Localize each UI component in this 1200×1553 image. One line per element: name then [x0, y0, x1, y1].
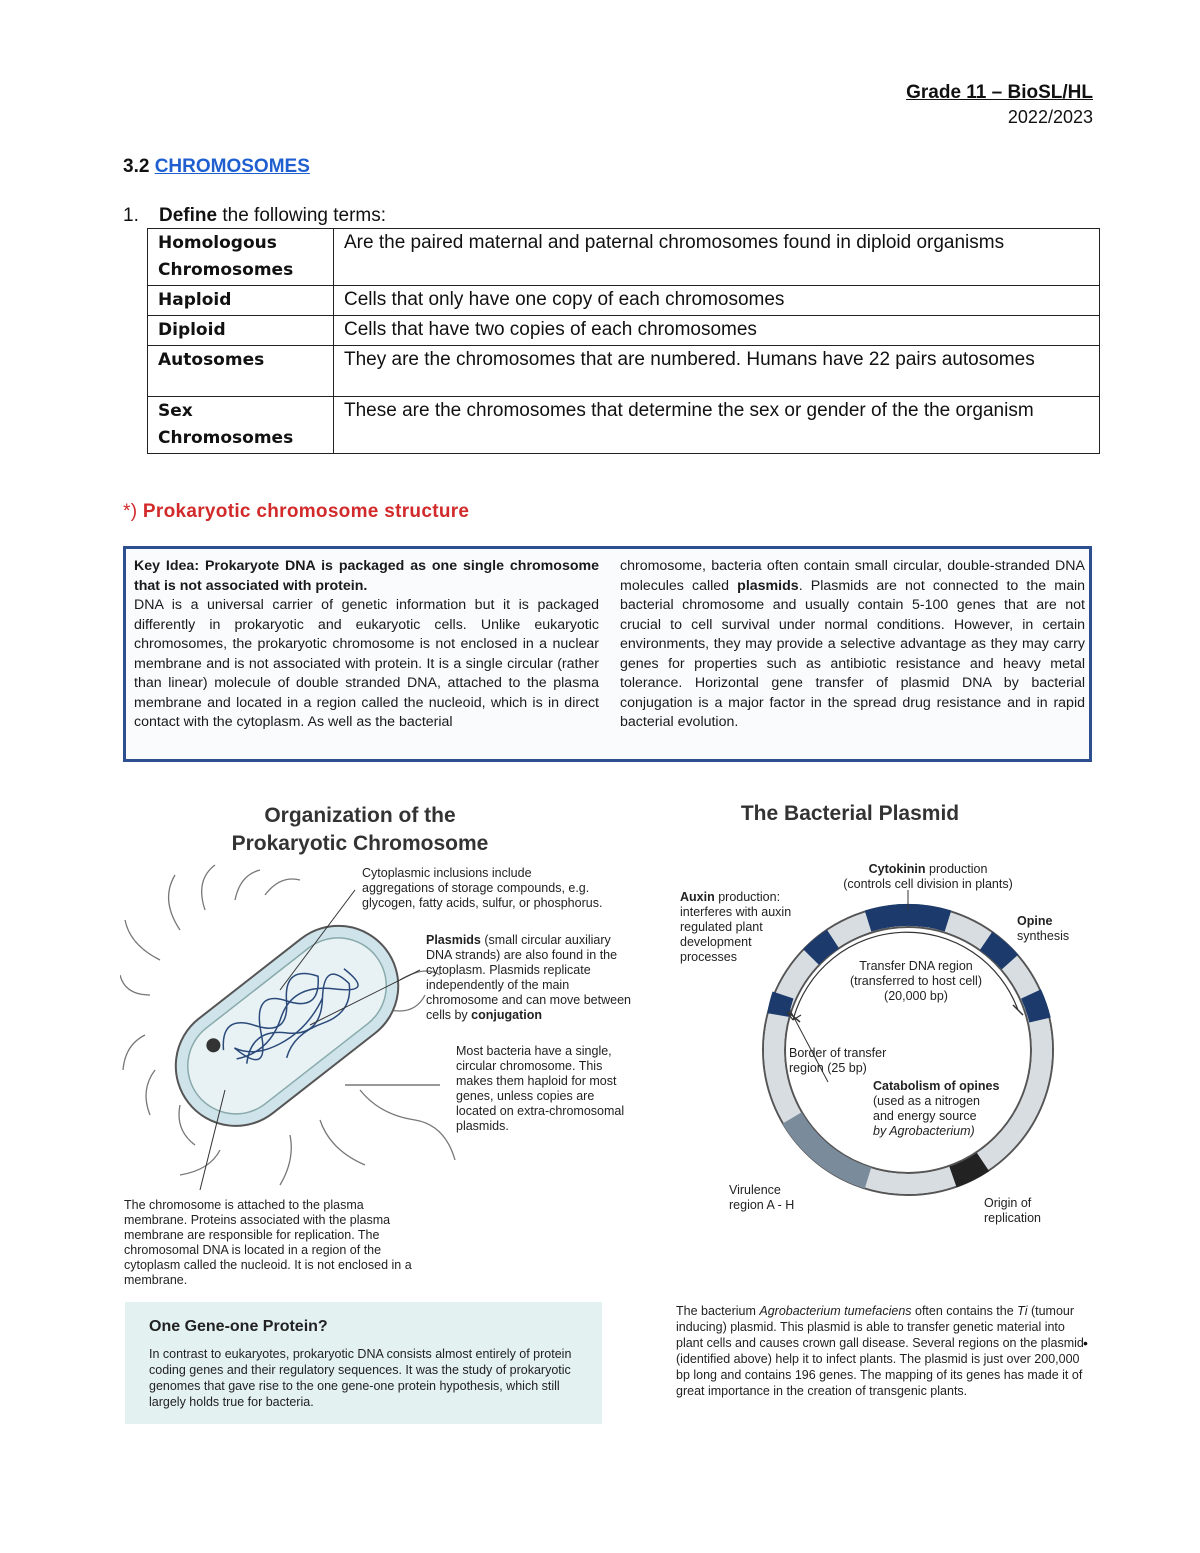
- tdna-label: [826, 959, 1006, 1004]
- org-title-line-2: Prokaryotic Chromosome: [231, 832, 489, 855]
- heading-text: Prokaryotic chromosome structure: [142, 501, 470, 522]
- opine-bold: Opine: [1017, 914, 1053, 928]
- agrobacterium-note: [676, 1303, 1086, 1399]
- tdna-line-2: (transferred to host cell): [850, 974, 982, 988]
- plasmids-bold: Plasmids: [426, 933, 481, 947]
- catabolism-label: [873, 1079, 1023, 1139]
- note-single-chromosome: Most bacteria have a single, circular chromosome. This makes them haploid for most genes, unless copies are located on extra-chromosomal plasmids.: [456, 1044, 625, 1133]
- prokaryotic-heading: [123, 501, 469, 523]
- agro-ti: Ti: [1017, 1304, 1028, 1318]
- heading-marker: *): [123, 501, 138, 522]
- catab-line-1: Catabolism of opines: [873, 1079, 1000, 1093]
- vir-line-1: Virulence: [729, 1183, 781, 1197]
- key-idea-text-2a: chromosome, bacteria often contain small circular, double-stranded DNA molecules called: [620, 558, 1085, 594]
- key-idea-column-2: [620, 557, 1085, 733]
- question-text: the following terms:: [217, 205, 387, 226]
- agro-a: The bacterium: [676, 1304, 760, 1318]
- gene-box-body: In contrast to eukaryotes, prokaryotic DNA consists almost entirely of protein coding genes and their regulatory sequences. It was the study of prokaryotic genomes that gave rise to the one gene-one protein hypothesis, which still largely holds true for bacteria.: [149, 1347, 572, 1409]
- key-idea-lead: : Prokaryote DNA is packaged as one single chromosome that is not associated with protein.: [134, 558, 600, 594]
- org-title-line-1: Organization of the: [264, 804, 456, 827]
- plasmid-figure-title: The Bacterial Plasmid: [740, 802, 960, 825]
- catab-line-4: by Agrobacterium): [873, 1124, 975, 1138]
- auxin-bold: Auxin: [680, 890, 715, 904]
- catab-line-3: and energy source: [873, 1109, 977, 1123]
- cytokinin-detail: (controls cell division in plants): [843, 877, 1013, 891]
- section-number: 3.2: [123, 156, 150, 177]
- question-1: [123, 205, 386, 227]
- opine-label: [1017, 914, 1097, 944]
- border-line-2: region (25 bp): [789, 1061, 867, 1075]
- term-cell: Homologous Chromosomes: [148, 229, 334, 286]
- definition-cell: Are the paired maternal and paternal chromosomes found in diploid organisms: [334, 229, 1100, 286]
- table-row: [148, 286, 1100, 316]
- note-inclusions: Cytoplasmic inclusions include aggregations of storage compounds, e.g. glycogen, fatty acids, sulfur, or phosphorus.: [362, 866, 603, 910]
- key-idea-column-1: [134, 557, 599, 733]
- question-number: 1.: [123, 205, 139, 226]
- table-row: [148, 397, 1100, 454]
- cytokinin-label: [828, 862, 1028, 892]
- term-cell: Sex Chromosomes: [148, 397, 334, 454]
- agro-c: often contains the: [911, 1304, 1018, 1318]
- conjugation-bold: conjugation: [471, 1008, 542, 1022]
- term-cell: Diploid: [148, 316, 334, 346]
- key-idea-plasmids: plasmids: [737, 577, 799, 594]
- cell-body: [152, 902, 423, 1150]
- gene-box-title: One Gene-one Protein?: [149, 1318, 328, 1335]
- table-row: [148, 316, 1100, 346]
- bullet-dot: •: [1083, 1335, 1088, 1351]
- note-attached: The chromosome is attached to the plasma membrane. Proteins associated with the plasma membrane are responsible for replication. The chromosomal DNA is located in a region of the cytoplasm called the nucleoid. It is not enclosed in a membrane.: [124, 1198, 412, 1287]
- table-row: [148, 229, 1100, 286]
- key-idea-text-2c: . Plasmids are not connected to the main bacterial chromosome and usually contain 5-100 genes that are not crucial to cell survival under normal conditions. However, in certain environments, they may provide a selective advantage as they may carry genes for properties such as antibiotic resistance and heavy metal tolerance. Horizontal gene transfer of plasmid DNA by bacterial conjugation is a major factor in the spread drug resistance and in rapid bacterial evolution.: [620, 577, 1085, 730]
- term-cell: Autosomes: [148, 346, 334, 397]
- section-link[interactable]: CHROMOSOMES: [154, 156, 310, 177]
- org-figure-title: [200, 802, 520, 858]
- origin-line-1: Origin of: [984, 1196, 1032, 1210]
- key-idea-text-1: DNA is a universal carrier of genetic information but it is packaged differently in prokaryotic and eukaryotic cells. Unlike eukaryotic chromosomes, the prokaryotic chromosome is not enclosed in a nuclear membrane and is not associated with protein. It is a single circular (rather than linear) molecule of double stranded DNA, attached to the plasma membrane and located in a region called the nucleoid, which is in direct contact with the cytoplasm. As well as the bacterial: [134, 597, 599, 730]
- definition-cell: They are the chromosomes that are numbered. Humans have 22 pairs autosomes: [334, 346, 1100, 397]
- question-verb: Define: [159, 205, 218, 226]
- definition-cell: Cells that have two copies of each chromosomes: [334, 316, 1100, 346]
- definition-cell: These are the chromosomes that determine the sex or gender of the the organism: [334, 397, 1100, 454]
- year-header: 2022/2023: [1007, 107, 1093, 127]
- opine-text: synthesis: [1017, 929, 1070, 943]
- tdna-line-3: (20,000 bp): [884, 989, 948, 1003]
- border-line-1: Border of transfer: [789, 1046, 887, 1060]
- origin-line-2: replication: [984, 1211, 1041, 1225]
- terms-table: [147, 228, 1100, 454]
- vir-line-2: region A - H: [729, 1198, 795, 1212]
- cytokinin-text: production: [925, 862, 988, 876]
- plasmids-text: (small circular auxiliary DNA strands) are also found in the cytoplasm. Plasmids replicate independently of the main chromosome and can move between cells by: [426, 933, 631, 1022]
- auxin-text: production: interferes with auxin regulated plant development processes: [680, 890, 792, 964]
- term-cell: Haploid: [148, 286, 334, 316]
- note-plasmids: [426, 933, 636, 1023]
- catab-line-2: (used as a nitrogen: [873, 1094, 981, 1108]
- auxin-label: [680, 890, 795, 965]
- cytokinin-bold: Cytokinin: [868, 862, 926, 876]
- section-title: [123, 156, 310, 178]
- definition-cell: Cells that only have one copy of each chromosomes: [334, 286, 1100, 316]
- course-header: Grade 11 – BioSL/HL: [906, 82, 1093, 103]
- table-row: [148, 346, 1100, 397]
- gene-protein-box: [125, 1302, 602, 1424]
- agro-e: (tumour inducing) plasmid. This plasmid is able to transfer genetic material into plant cells and causes crown gall disease. Several regions on the plasmid (identified above) help it to infect plants. The plasmid is just over 200,000 bp long and contains 196 genes. The mapping of its genes has made it of great importance in the creation of transgenic plants.: [676, 1304, 1084, 1398]
- virulence-label: [729, 1183, 829, 1213]
- border-label: [789, 1046, 899, 1076]
- origin-label: [984, 1196, 1074, 1226]
- agro-species: Agrobacterium tumefaciens: [759, 1304, 912, 1318]
- tdna-line-1: Transfer DNA region: [859, 959, 973, 973]
- key-idea-label: Key Idea: [134, 558, 195, 574]
- key-idea-box: [123, 546, 1092, 762]
